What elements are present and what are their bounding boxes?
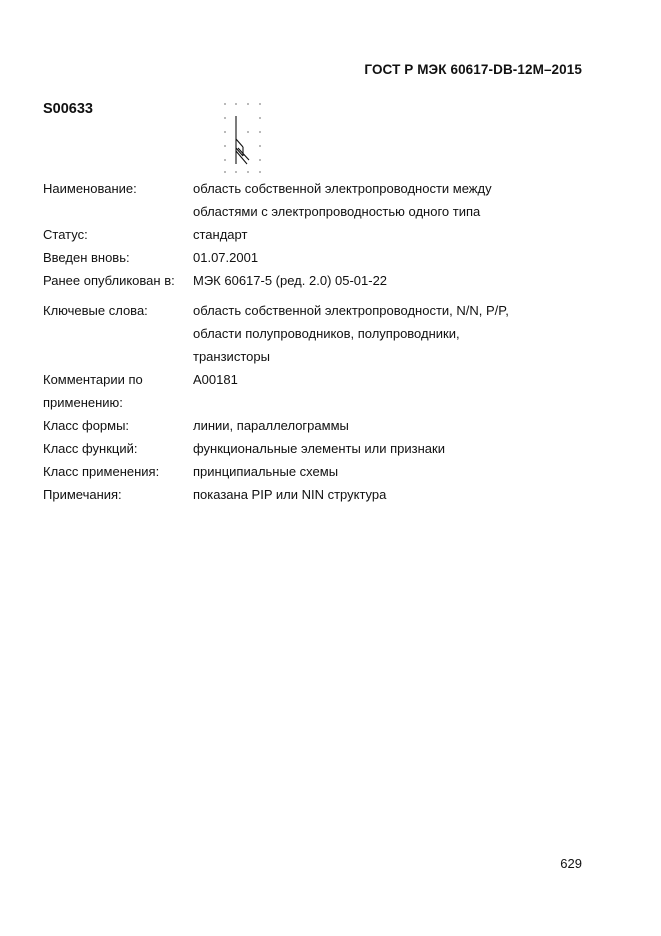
symbol-code: S00633 [43,101,93,117]
field-label: Класс формы: [43,418,130,433]
field-status [43,223,603,246]
field-value: областями с электропроводностью одного типа [193,204,481,219]
field-value: функциональные элементы или признаки [193,441,445,456]
field-value: A00181 [193,372,238,387]
field-value: линии, параллелограммы [193,418,349,433]
symbol-attributes [43,177,603,506]
field-label: Статус: [43,227,88,242]
field-value: область собственной электропроводности между [193,181,492,196]
field-label: Класс применения: [43,464,160,479]
field-value: принципиальные схемы [193,464,339,479]
field-label: Комментарии по применению: [43,372,143,410]
field-value: стандарт [193,227,248,242]
field-keywords [43,299,603,368]
field-value: 01.07.2001 [193,250,259,265]
field-label: Ключевые слова: [43,303,148,318]
field-previously-published [43,269,603,292]
field-introduced [43,246,603,269]
field-label: Примечания: [43,487,122,502]
field-value: область собственной электропроводности, N/N, P/P, [193,303,509,318]
field-application-class [43,460,603,483]
field-value: транзисторы [193,349,270,364]
field-value: области полупроводников, полупроводники, [193,326,460,341]
field-label: Класс функций: [43,441,138,456]
field-label: Ранее опубликован в: [43,273,175,288]
field-name [43,177,603,223]
field-value: показана PIP или NIN структура [193,487,387,502]
pip-nin-region-symbol-icon [218,96,268,178]
field-function-class [43,437,603,460]
field-notes [43,483,603,506]
field-application-comments [43,368,603,414]
field-value: МЭК 60617-5 (ред. 2.0) 05-01-22 [193,273,388,288]
page-number: 629 [560,856,582,871]
standard-header: ГОСТ Р МЭК 60617-DB-12M–2015 [364,62,582,77]
field-label: Введен вновь: [43,250,130,265]
field-shape-class [43,414,603,437]
field-label: Наименование: [43,181,137,196]
